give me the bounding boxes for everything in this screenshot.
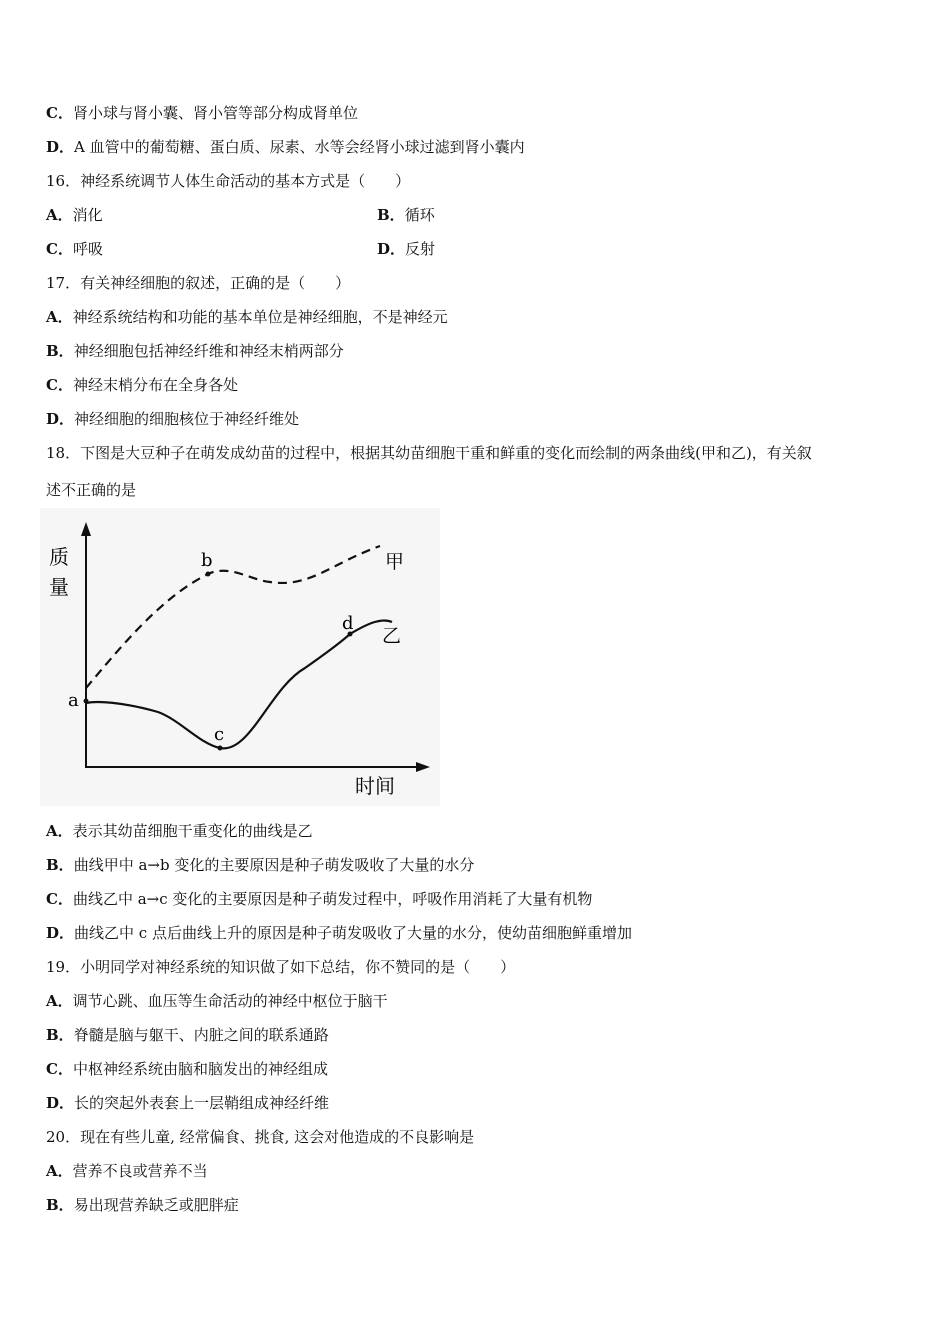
q19-stem: 19．小明同学对神经系统的知识做了如下总结，你不赞同的是（ ） — [46, 958, 516, 976]
label-d: d — [342, 613, 354, 634]
q19-option-b: B．脊髓是脑与躯干、内脏之间的联系通路 — [46, 1026, 329, 1044]
q15-option-d: D．A 血管中的葡萄糖、蛋白质、尿素、水等会经肾小球过滤到肾小囊内 — [46, 138, 525, 156]
label-c: c — [214, 724, 225, 745]
y-label-1: 质 — [49, 545, 69, 569]
q19-option-a: A．调节心跳、血压等生命活动的神经中枢位于脑干 — [46, 992, 388, 1010]
q20-option-a: A．营养不良或营养不当 — [46, 1162, 208, 1180]
figure-background — [40, 508, 440, 806]
q18-figure — [40, 508, 440, 806]
q18-stem-line2: 述不正确的是 — [46, 481, 137, 499]
label-a: a — [68, 690, 79, 711]
label-b: b — [201, 550, 213, 571]
q17-option-b: B．神经细胞包括神经纤维和神经末梢两部分 — [46, 342, 344, 360]
q17-stem: 17．有关神经细胞的叙述，正确的是（ ） — [46, 274, 351, 292]
q16-option-a: A．消化 — [46, 206, 103, 224]
q17-option-d: D．神经细胞的细胞核位于神经纤维处 — [46, 410, 300, 428]
q20-stem: 20．现在有些儿童, 经常偏食、挑食, 这会对他造成的不良影响是 — [46, 1128, 475, 1146]
label-yi: 乙 — [382, 625, 402, 647]
x-label: 时间 — [355, 774, 395, 798]
q19-option-c: C．中枢神经系统由脑和脑发出的神经组成 — [46, 1060, 328, 1078]
q17-option-c: C．神经末梢分布在全身各处 — [46, 376, 238, 394]
point-a — [84, 699, 89, 704]
q18-stem-line1: 18．下图是大豆种子在萌发成幼苗的过程中，根据其幼苗细胞干重和鲜重的变化而绘制的两条曲线(甲和乙)，有关叙 — [46, 444, 812, 462]
q18-graph — [40, 508, 440, 806]
q19-option-d: D．长的突起外表套上一层鞘组成神经纤维 — [46, 1094, 330, 1112]
q16-option-b: B．循环 — [377, 206, 435, 224]
q15-option-c: C．肾小球与肾小囊、肾小管等部分构成肾单位 — [46, 104, 358, 122]
point-b — [206, 572, 211, 577]
q17-option-a: A．神经系统结构和功能的基本单位是神经细胞，不是神经元 — [46, 308, 448, 326]
q16-option-c: C．呼吸 — [46, 240, 103, 258]
y-label-2: 量 — [49, 575, 69, 599]
q16-option-d: D．反射 — [377, 240, 436, 258]
q18-option-a: A．表示其幼苗细胞干重变化的曲线是乙 — [46, 822, 313, 840]
label-jia: 甲 — [385, 551, 405, 573]
q18-option-d: D．曲线乙中 c 点后曲线上升的原因是种子萌发吸收了大量的水分，使幼苗细胞鲜重增加 — [46, 924, 632, 942]
q18-option-c: C．曲线乙中 a→c 变化的主要原因是种子萌发过程中，呼吸作用消耗了大量有机物 — [46, 890, 593, 908]
point-c — [218, 746, 223, 751]
q18-option-b: B．曲线甲中 a→b 变化的主要原因是种子萌发吸收了大量的水分 — [46, 856, 475, 874]
q16-stem: 16．神经系统调节人体生命活动的基本方式是（ ） — [46, 172, 411, 190]
q20-option-b: B．易出现营养缺乏或肥胖症 — [46, 1196, 239, 1214]
